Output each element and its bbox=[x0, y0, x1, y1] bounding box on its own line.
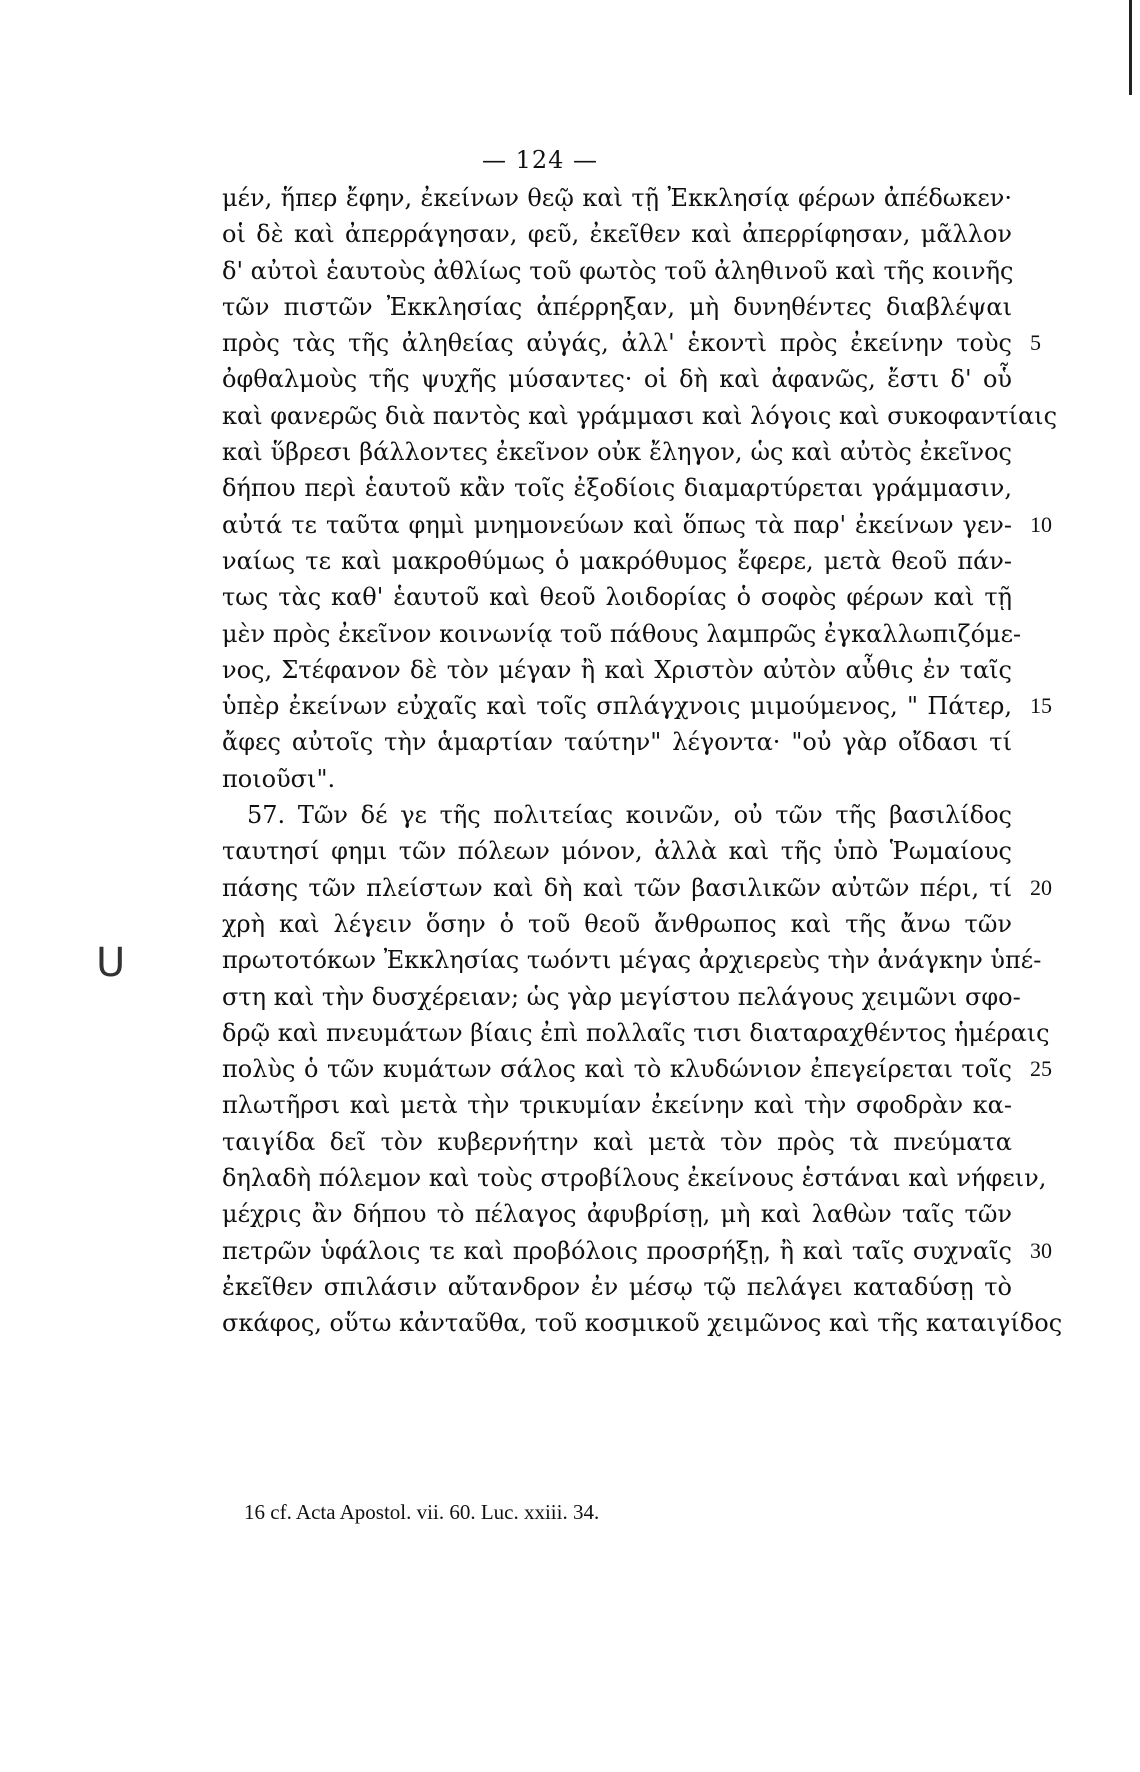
text-line bbox=[222, 1305, 1063, 1341]
margin-annotation: U bbox=[96, 940, 126, 986]
line-text: πάσης τῶν πλείστων καὶ δὴ καὶ τῶν βασιλικῶν αὐτῶν πέρι, τί bbox=[222, 873, 1012, 902]
line-text: ὑπὲρ ἐκείνων εὐχαῖς καὶ τοῖς σπλάγχνοις μιμούμενος, " Πάτερ, bbox=[222, 692, 1012, 721]
text-line bbox=[222, 1051, 1052, 1087]
line-text: δ' αὐτοὶ ἑαυτοὺς ἀθλίως τοῦ φωτὸς τοῦ ἀληθινοῦ καὶ τῆς κοινῆς bbox=[222, 256, 1014, 285]
line-text: τῶν πιστῶν Ἐκκλησίας ἀπέρρηξαν, μὴ δυνηθέντες διαβλέψαι bbox=[222, 292, 1012, 321]
text-line bbox=[222, 979, 1021, 1015]
text-line bbox=[222, 180, 1012, 216]
text-line bbox=[222, 325, 1041, 361]
text-line bbox=[222, 616, 1022, 652]
line-number: 25 bbox=[1030, 1056, 1052, 1082]
text-line bbox=[222, 688, 1052, 724]
text-line bbox=[222, 507, 1052, 543]
line-text: ναίως τε καὶ μακροθύμως ὁ μακρόθυμος ἔφερε, μετὰ θεοῦ πάν- bbox=[222, 546, 1012, 575]
line-number: 30 bbox=[1030, 1237, 1052, 1263]
line-number: 10 bbox=[1030, 511, 1052, 537]
line-text: μέν, ἥπερ ἔφην, ἐκείνων θεῷ καὶ τῇ Ἐκκλησίᾳ φέρων ἀπέδωκεν· bbox=[222, 184, 1012, 212]
text-line bbox=[222, 216, 1012, 252]
line-number: 20 bbox=[1030, 874, 1052, 900]
line-text: πετρῶν ὑφάλοις τε καὶ προβόλοις προσρήξῃ, ἢ καὶ ταῖς συχναῖς bbox=[222, 1236, 1012, 1265]
text-line bbox=[222, 1196, 1012, 1232]
line-number: 15 bbox=[1030, 693, 1052, 719]
line-text: μέχρις ἂν δήπου τὸ πέλαγος ἀφυβρίσῃ, μὴ καὶ λαθὼν ταῖς τῶν bbox=[222, 1200, 1012, 1229]
line-text: καὶ ὕβρεσι βάλλοντες ἐκεῖνον οὐκ ἔληγον, ὡς καὶ αὐτὸς ἐκεῖνος bbox=[222, 438, 1012, 467]
body-text bbox=[222, 180, 1063, 1342]
text-line bbox=[222, 870, 1052, 906]
text-line bbox=[222, 361, 1012, 397]
text-line bbox=[222, 833, 1012, 869]
page-edge-mark bbox=[1129, 0, 1132, 95]
text-line bbox=[222, 434, 1012, 470]
line-text: δήπου περὶ ἑαυτοῦ κἂν τοῖς ἐξοδίοις διαμαρτύρεται γράμμασιν, bbox=[222, 474, 1012, 503]
text-line bbox=[222, 543, 1012, 579]
page-number-header: — 124 — bbox=[481, 146, 599, 174]
line-text: ἄφες αὐτοῖς τὴν ἁμαρτίαν ταύτην" λέγοντα· "οὐ γὰρ οἴδασι τί bbox=[222, 728, 1012, 757]
line-text: ταυτησί φημι τῶν πόλεων μόνον, ἀλλὰ καὶ τῆς ὑπὸ Ῥωμαίους bbox=[222, 837, 1012, 866]
text-line bbox=[222, 1124, 1012, 1160]
line-text: πρὸς τὰς τῆς ἀληθείας αὐγάς, ἀλλ' ἑκοντὶ πρὸς ἐκείνην τοὺς bbox=[222, 329, 1012, 358]
line-text: ταιγίδα δεῖ τὸν κυβερνήτην καὶ μετὰ τὸν πρὸς τὰ πνεύματα bbox=[222, 1127, 1012, 1156]
text-line bbox=[222, 1160, 1047, 1196]
line-text: νος, Στέφανον δὲ τὸν μέγαν ἢ καὶ Χριστὸν αὐτὸν αὖθις ἐν ταῖς bbox=[222, 655, 1012, 684]
line-text: ὀφθαλμοὺς τῆς ψυχῆς μύσαντες· οἱ δὴ καὶ ἀφανῶς, ἔστι δ' οὗ bbox=[222, 365, 1012, 394]
line-text: 57. Τῶν δέ γε τῆς πολιτείας κοινῶν, οὐ τῶν τῆς βασιλίδος bbox=[247, 801, 1012, 830]
line-text: σκάφος, οὕτω κἀνταῦθα, τοῦ κοσμικοῦ χειμῶνος καὶ τῆς καταιγίδος bbox=[222, 1309, 1063, 1338]
text-line bbox=[222, 579, 1012, 615]
text-line bbox=[222, 761, 1012, 797]
line-text: δηλαδὴ πόλεμον καὶ τοὺς στροβίλους ἐκείνους ἑστάναι καὶ νήφειν, bbox=[222, 1164, 1047, 1193]
text-line bbox=[222, 724, 1012, 760]
line-text: πλωτῆρσι καὶ μετὰ τὴν τρικυμίαν ἐκείνην καὶ τὴν σφοδρὰν κα- bbox=[222, 1091, 1012, 1120]
footnote: 16 cf. Acta Apostol. vii. 60. Luc. xxiii. 34. bbox=[244, 1500, 600, 1524]
text-line bbox=[222, 253, 1012, 289]
text-line bbox=[222, 470, 1012, 506]
text-line bbox=[222, 1233, 1052, 1269]
line-text: καὶ φανερῶς διὰ παντὸς καὶ γράμμασι καὶ λόγοις καὶ συκοφαντίαις bbox=[222, 401, 1058, 430]
text-line bbox=[222, 652, 1012, 688]
line-text: δρῷ καὶ πνευμάτων βίαις ἐπὶ πολλαῖς τισι διαταραχθέντος ἡμέραις bbox=[222, 1018, 1050, 1047]
text-line bbox=[222, 942, 1042, 978]
text-line bbox=[222, 797, 1012, 833]
line-text: αὐτά τε ταῦτα φημὶ μνημονεύων καὶ ὅπως τὰ παρ' ἐκείνων γεν- bbox=[222, 510, 1012, 539]
text-line bbox=[222, 1269, 1012, 1305]
line-text: πολὺς ὁ τῶν κυμάτων σάλος καὶ τὸ κλυδώνιον ἐπεγείρεται τοῖς bbox=[222, 1055, 1012, 1084]
line-text: οἱ δὲ καὶ ἀπερράγησαν, φεῦ, ἐκεῖθεν καὶ ἀπερρίφησαν, μᾶλλον bbox=[222, 220, 1012, 249]
line-text: ποιοῦσι". bbox=[222, 764, 336, 793]
text-line bbox=[222, 906, 1012, 942]
line-text: πρωτοτόκων Ἐκκλησίας τωόντι μέγας ἀρχιερεὺς τὴν ἀνάγκην ὑπέ- bbox=[222, 946, 1042, 975]
text-line bbox=[222, 398, 1058, 434]
line-number: 5 bbox=[1030, 330, 1041, 356]
text-line bbox=[222, 1015, 1050, 1051]
line-text: στη καὶ τὴν δυσχέρειαν; ὡς γὰρ μεγίστου πελάγους χειμῶνι σφο- bbox=[222, 982, 1021, 1011]
line-text: χρὴ καὶ λέγειν ὅσην ὁ τοῦ θεοῦ ἄνθρωπος καὶ τῆς ἄνω τῶν bbox=[222, 909, 1012, 938]
line-text: μὲν πρὸς ἐκεῖνον κοινωνίᾳ τοῦ πάθους λαμπρῶς ἐγκαλλωπιζόμε- bbox=[222, 619, 1022, 648]
line-text: ἐκεῖθεν σπιλάσιν αὔτανδρον ἐν μέσῳ τῷ πελάγει καταδύσῃ τὸ bbox=[222, 1272, 1012, 1301]
text-line bbox=[222, 289, 1012, 325]
text-line bbox=[222, 1087, 1012, 1123]
line-text: τως τὰς καθ' ἑαυτοῦ καὶ θεοῦ λοιδορίας ὁ σοφὸς φέρων καὶ τῇ bbox=[222, 583, 1012, 612]
